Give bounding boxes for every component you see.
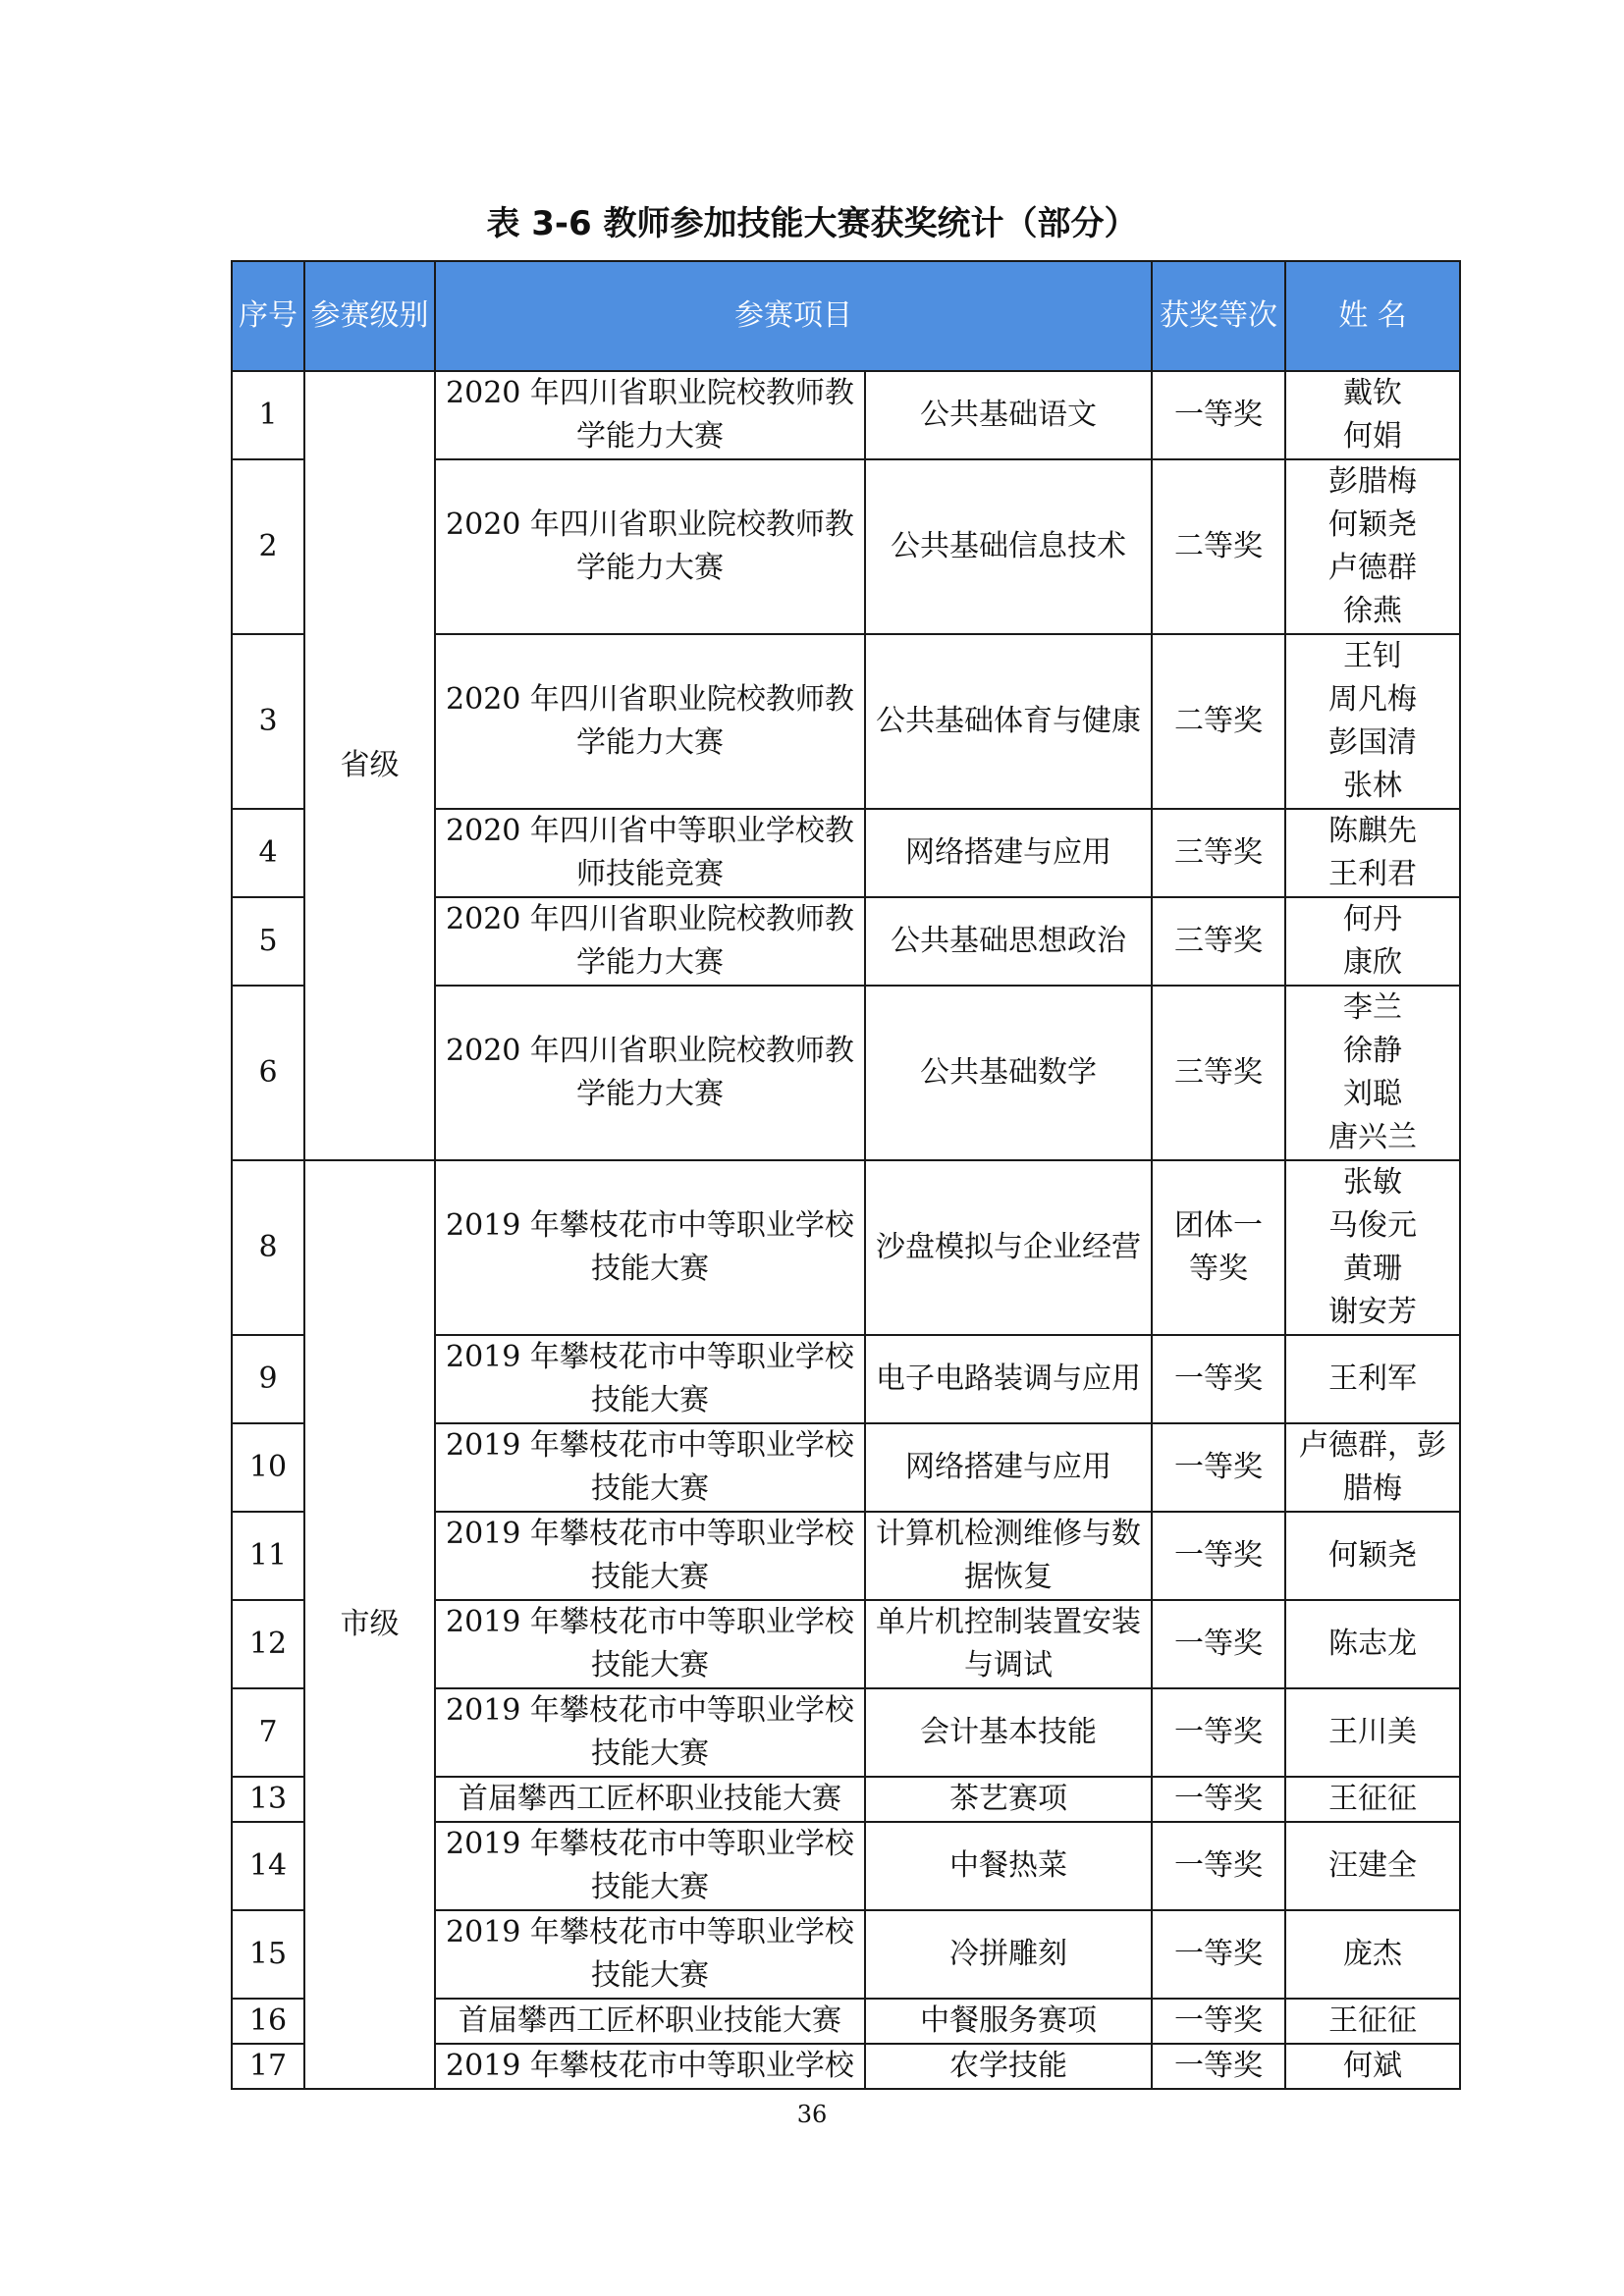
awards-table [231, 260, 1461, 2090]
header-award: 获奖等次 [1152, 261, 1285, 371]
row-names [1285, 1160, 1460, 1335]
row-competition: 2020 年四川省职业院校教师教学能力大赛 [435, 897, 865, 986]
header-name: 姓 名 [1285, 261, 1460, 371]
level-cell-municipal: 市级 [304, 1160, 435, 2089]
name-entry: 徐静 [1343, 1034, 1402, 1068]
row-seq: 2 [232, 459, 304, 634]
name-entry: 庞杰 [1343, 1937, 1402, 1971]
row-names [1285, 986, 1460, 1160]
header-seq: 序号 [232, 261, 304, 371]
name-entry: 卢德群，彭腊梅 [1299, 1428, 1446, 1506]
row-seq: 7 [232, 1688, 304, 1777]
row-competition: 2019 年攀枝花市中等职业学校技能大赛 [435, 1688, 865, 1777]
name-entry: 张敏 [1343, 1165, 1402, 1200]
name-entry: 王川美 [1328, 1715, 1417, 1749]
name-entry: 唐兴兰 [1328, 1120, 1417, 1154]
name-entry: 谢安芳 [1328, 1295, 1417, 1329]
row-seq: 15 [232, 1910, 304, 1999]
name-entry: 戴钦 [1343, 376, 1402, 410]
row-award: 一等奖 [1152, 1423, 1285, 1512]
row-seq: 4 [232, 809, 304, 897]
name-entry: 王钊 [1343, 639, 1402, 673]
name-entry: 何丹 [1343, 902, 1402, 936]
row-names [1285, 1999, 1460, 2044]
row-item: 公共基础体育与健康 [865, 634, 1152, 809]
row-competition: 2019 年攀枝花市中等职业学校技能大赛 [435, 1335, 865, 1423]
row-seq: 3 [232, 634, 304, 809]
row-competition: 2019 年攀枝花市中等职业学校技能大赛 [435, 1160, 865, 1335]
row-names [1285, 1423, 1460, 1512]
row-item: 计算机检测维修与数据恢复 [865, 1512, 1152, 1600]
row-seq: 10 [232, 1423, 304, 1512]
row-competition: 2019 年攀枝花市中等职业学校 [435, 2044, 865, 2089]
page-number: 36 [796, 2101, 828, 2128]
name-entry: 王征征 [1328, 1782, 1417, 1816]
row-names [1285, 809, 1460, 897]
row-award: 三等奖 [1152, 986, 1285, 1160]
row-award: 一等奖 [1152, 1822, 1285, 1910]
row-competition: 首届攀西工匠杯职业技能大赛 [435, 1999, 865, 2044]
row-names [1285, 1688, 1460, 1777]
row-names [1285, 371, 1460, 459]
table-row [232, 1160, 1460, 1335]
row-item: 公共基础信息技术 [865, 459, 1152, 634]
name-entry: 徐燕 [1343, 594, 1402, 628]
name-entry: 卢德群 [1328, 551, 1417, 585]
row-item: 公共基础思想政治 [865, 897, 1152, 986]
row-competition: 首届攀西工匠杯职业技能大赛 [435, 1777, 865, 1822]
row-names [1285, 2044, 1460, 2089]
row-names [1285, 1335, 1460, 1423]
row-seq: 9 [232, 1335, 304, 1423]
row-award: 二等奖 [1152, 634, 1285, 809]
name-entry: 刘聪 [1343, 1077, 1402, 1111]
row-award: 一等奖 [1152, 1600, 1285, 1688]
row-item: 公共基础语文 [865, 371, 1152, 459]
name-entry: 陈志龙 [1328, 1627, 1417, 1661]
name-entry: 彭腊梅 [1328, 464, 1417, 499]
row-seq: 6 [232, 986, 304, 1160]
row-names [1285, 1777, 1460, 1822]
row-names [1285, 1600, 1460, 1688]
row-seq: 1 [232, 371, 304, 459]
row-item: 网络搭建与应用 [865, 809, 1152, 897]
row-seq: 8 [232, 1160, 304, 1335]
row-award: 三等奖 [1152, 809, 1285, 897]
row-competition: 2020 年四川省职业院校教师教学能力大赛 [435, 371, 865, 459]
name-entry: 王利君 [1328, 857, 1417, 891]
row-competition: 2019 年攀枝花市中等职业学校技能大赛 [435, 1423, 865, 1512]
name-entry: 李兰 [1343, 990, 1402, 1025]
name-entry: 张林 [1343, 769, 1402, 803]
name-entry: 彭国清 [1328, 725, 1417, 760]
row-item: 农学技能 [865, 2044, 1152, 2089]
row-award: 一等奖 [1152, 1335, 1285, 1423]
row-seq: 12 [232, 1600, 304, 1688]
row-competition: 2019 年攀枝花市中等职业学校技能大赛 [435, 1822, 865, 1910]
header-level: 参赛级别 [304, 261, 435, 371]
row-item: 会计基本技能 [865, 1688, 1152, 1777]
row-item: 冷拼雕刻 [865, 1910, 1152, 1999]
row-award: 一等奖 [1152, 1512, 1285, 1600]
level-cell-provincial: 省级 [304, 371, 435, 1160]
row-award: 一等奖 [1152, 1777, 1285, 1822]
row-item: 网络搭建与应用 [865, 1423, 1152, 1512]
name-entry: 王征征 [1328, 2003, 1417, 2038]
row-award: 一等奖 [1152, 1688, 1285, 1777]
row-seq: 16 [232, 1999, 304, 2044]
header-row [232, 261, 1460, 371]
row-competition: 2019 年攀枝花市中等职业学校技能大赛 [435, 1910, 865, 1999]
name-entry: 周凡梅 [1328, 682, 1417, 717]
row-competition: 2019 年攀枝花市中等职业学校技能大赛 [435, 1512, 865, 1600]
row-seq: 14 [232, 1822, 304, 1910]
row-item: 公共基础数学 [865, 986, 1152, 1160]
row-award: 一等奖 [1152, 1999, 1285, 2044]
row-names [1285, 634, 1460, 809]
row-competition: 2020 年四川省职业院校教师教学能力大赛 [435, 634, 865, 809]
row-item: 电子电路装调与应用 [865, 1335, 1152, 1423]
row-item: 单片机控制装置安装与调试 [865, 1600, 1152, 1688]
row-names [1285, 1512, 1460, 1600]
row-award: 一等奖 [1152, 371, 1285, 459]
row-seq: 13 [232, 1777, 304, 1822]
name-entry: 马俊元 [1328, 1208, 1417, 1243]
table-row [232, 371, 1460, 459]
row-item: 中餐服务赛项 [865, 1999, 1152, 2044]
row-names [1285, 1822, 1460, 1910]
row-names [1285, 459, 1460, 634]
name-entry: 陈麒先 [1328, 814, 1417, 848]
name-entry: 汪建全 [1328, 1848, 1417, 1883]
row-competition: 2020 年四川省职业院校教师教学能力大赛 [435, 459, 865, 634]
row-item: 沙盘模拟与企业经营 [865, 1160, 1152, 1335]
row-seq: 17 [232, 2044, 304, 2089]
row-award: 团体一等奖 [1152, 1160, 1285, 1335]
name-entry: 王利军 [1328, 1362, 1417, 1396]
row-award: 一等奖 [1152, 1910, 1285, 1999]
table-body [232, 371, 1460, 2089]
row-award: 一等奖 [1152, 2044, 1285, 2089]
name-entry: 康欣 [1343, 945, 1402, 980]
row-seq: 11 [232, 1512, 304, 1600]
name-entry: 何颖尧 [1328, 507, 1417, 542]
row-item: 茶艺赛项 [865, 1777, 1152, 1822]
row-seq: 5 [232, 897, 304, 986]
row-competition: 2020 年四川省职业院校教师教学能力大赛 [435, 986, 865, 1160]
row-competition: 2019 年攀枝花市中等职业学校技能大赛 [435, 1600, 865, 1688]
row-competition: 2020 年四川省中等职业学校教师技能竞赛 [435, 809, 865, 897]
name-entry: 何斌 [1343, 2049, 1402, 2083]
header-project: 参赛项目 [435, 261, 1152, 371]
row-names [1285, 1910, 1460, 1999]
name-entry: 何颖尧 [1328, 1538, 1417, 1573]
row-names [1285, 897, 1460, 986]
row-award: 三等奖 [1152, 897, 1285, 986]
table-title: 表 3-6 教师参加技能大赛获奖统计（部分） [486, 204, 1138, 243]
name-entry: 黄珊 [1343, 1252, 1402, 1286]
name-entry: 何娟 [1343, 419, 1402, 454]
row-item: 中餐热菜 [865, 1822, 1152, 1910]
row-award: 二等奖 [1152, 459, 1285, 634]
